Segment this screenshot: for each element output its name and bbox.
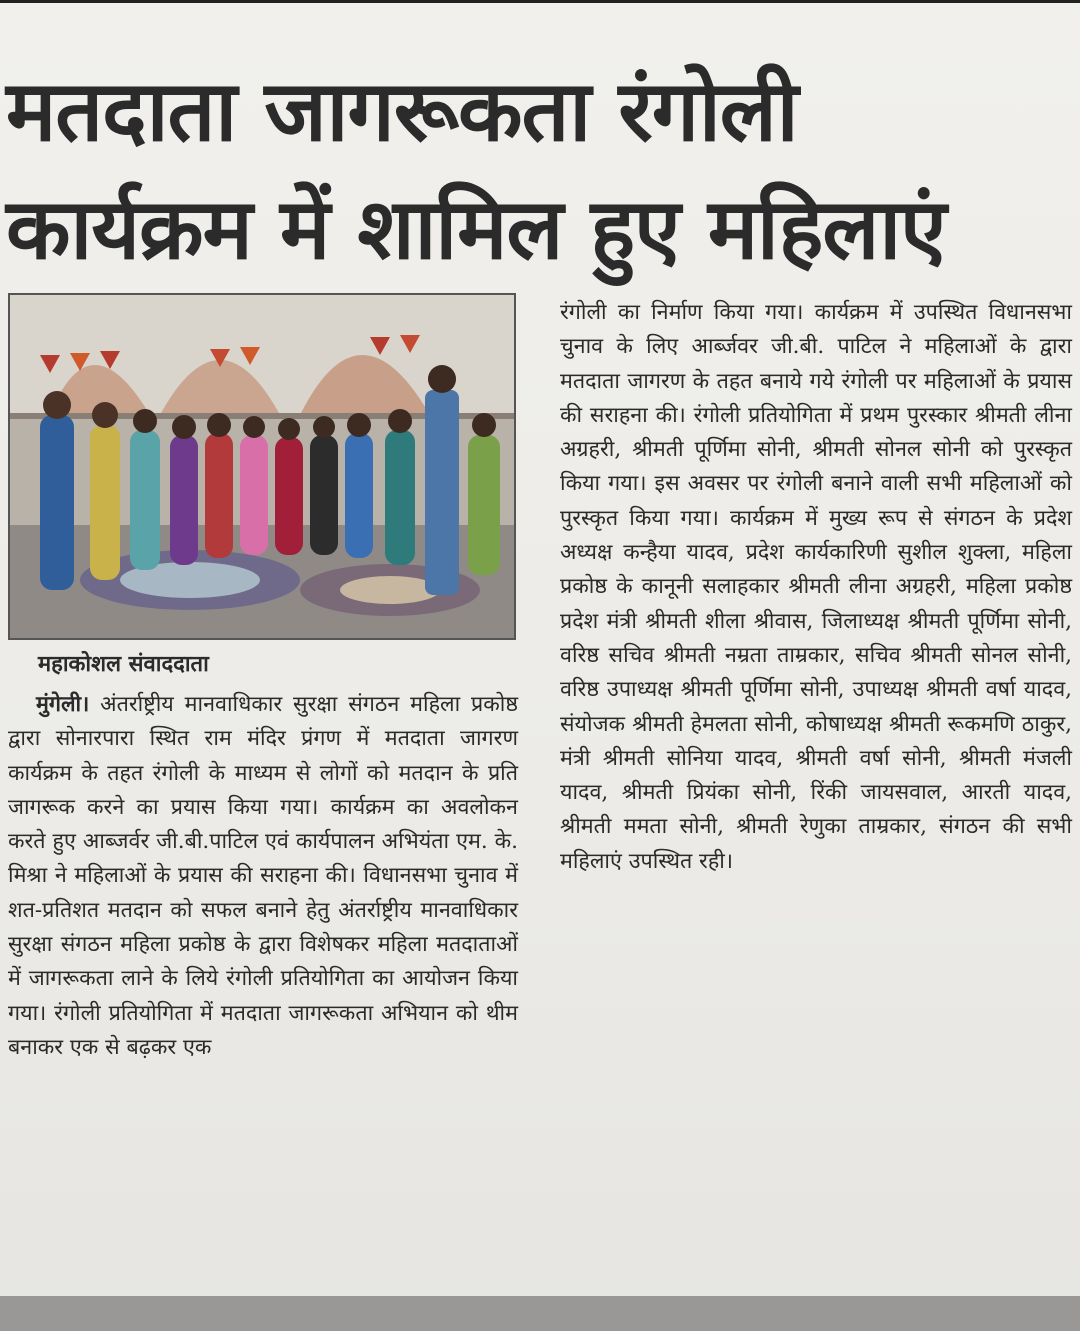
article-right-column <box>560 296 1072 879</box>
photo-women-rangoli-icon <box>10 295 514 638</box>
article-left-column <box>8 688 518 1065</box>
article-left-body: अंतर्राष्ट्रीय मानवाधिकार सुरक्षा संगठन महिला प्रकोष्ठ द्वारा सोनारपारा स्थित राम मंदिर प्रंगण में मतदाता जागरण कार्यक्रम के तहत रंगोली के माध्यम से लोगों को मतदान के प्रति जागरूक करने का प्रयास किया गया। कार्यक्रम का अवलोकन करते हुए आब्जर्वर जी.बी.पाटिल एवं कार्यपालन अभियंता एम. के. मिश्रा ने महिलाओं के प्रयास की सराहना की। विधानसभा चुनाव में शत-प्रतिशत मतदान को सफल बनाने हेतु अंतर्राष्ट्रीय मानवाधिकार सुरक्षा संगठन महिला प्रकोष्ठ के द्वारा विशेषकर महिला मतदाताओं में जागरूकता लाने के लिये रंगोली प्रतियोगिता का आयोजन किया गया। रंगोली प्रतियोगिता में मतदाता जागरूकता अभियान को थीम बनाकर एक से बढ़कर एक <box>8 692 518 1060</box>
headline-line-2: कार्यक्रम में शामिल हुए महिलाएं <box>6 180 946 278</box>
headline-line-1: मतदाता जागरूकता रंगोली <box>6 62 798 160</box>
top-rule <box>0 0 1080 3</box>
bottom-shadow <box>0 1296 1080 1331</box>
byline: महाकोशल संवाददाता <box>38 652 209 677</box>
dateline: मुंगेली। <box>36 692 90 717</box>
headline <box>6 52 1076 288</box>
event-photo <box>8 293 516 640</box>
article-right-body: रंगोली का निर्माण किया गया। कार्यक्रम में उपस्थित विधानसभा चुनाव के लिए आर्ब्जवर जी.बी. पाटिल ने महिलाओं के द्वारा मतदाता जागरण के तहत बनाये गये रंगोली पर महिलाओं के प्रयास की सराहना की। रंगोली प्रतियोगिता में प्रथम पुरस्कार श्रीमती लीना अग्रहरी, श्रीमती पूर्णिमा सोनी, श्रीमती सोनल सोनी को पुरस्कृत किया गया। इस अवसर पर रंगोली बनाने वाली सभी महिलाओं को पुरस्कृत किया गया। कार्यक्रम में मुख्य रूप से संगठन के प्रदेश अध्यक्ष कन्हैया यादव, प्रदेश कार्यकारिणी सुशील शुक्ला, महिला प्रकोष्ठ के कानूनी सलाहकार श्रीमती लीना अग्रहरी, महिला प्रकोष्ठ प्रदेश मंत्री श्रीमती शीला श्रीवास, जिलाध्यक्ष श्रीमती पूर्णिमा सोनी, वरिष्ठ सचिव श्रीमती नम्रता ताम्रकार, सचिव श्रीमती सोनल सोनी, वरिष्ठ उपाध्यक्ष श्रीमती पूर्णिमा सोनी, उपाध्यक्ष श्रीमती वर्षा यादव, संयोजक श्रीमती हेमलता सोनी, कोषाध्यक्ष श्रीमती रूकमणि ठाकुर, मंत्री श्रीमती सोनिया यादव, श्रीमती वर्षा सोनी, श्रीमती मंजली यादव, श्रीमती प्रियंका सोनी, रिंकी जायसवाल, आरती यादव, श्रीमती ममता सोनी, श्रीमती रेणुका ताम्रकार, संगठन की सभी महिलाएं उपस्थित रही। <box>560 300 1072 874</box>
